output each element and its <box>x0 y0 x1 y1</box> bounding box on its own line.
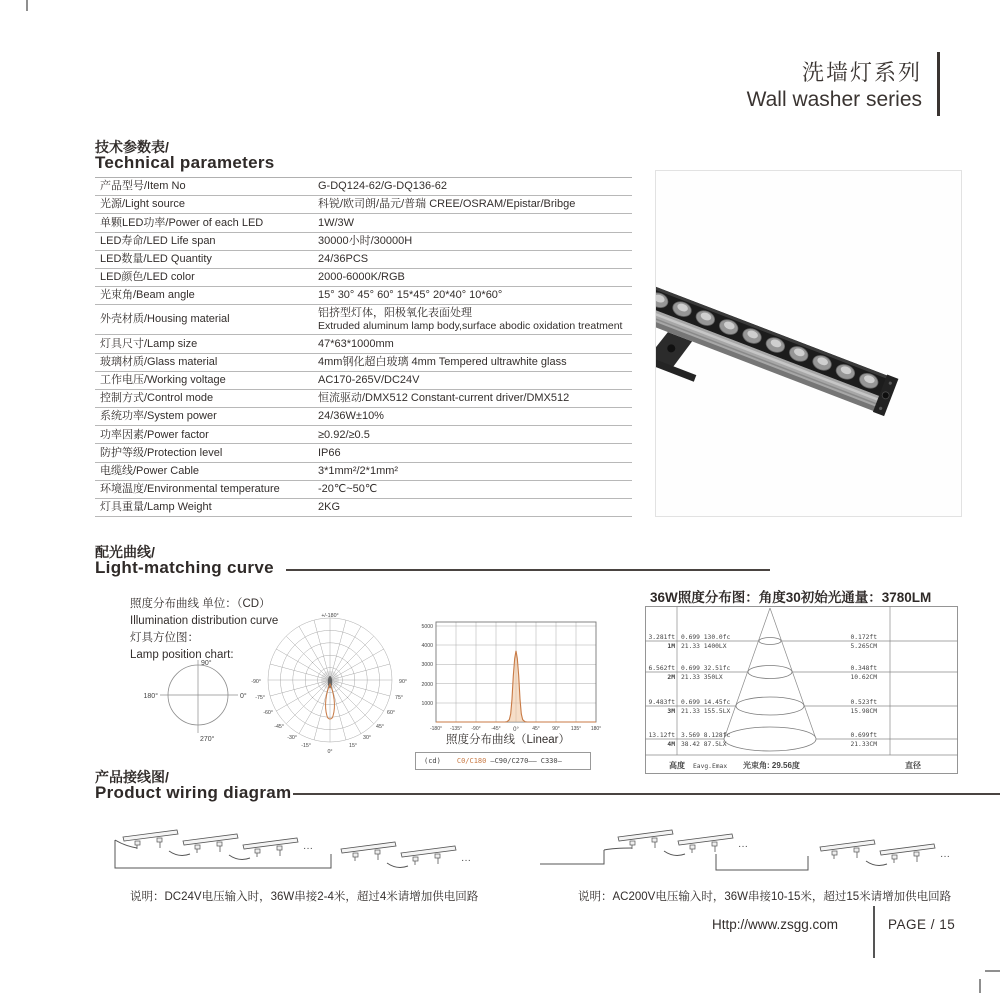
cone-height-m: 2M <box>667 674 675 681</box>
cone-dia-ft: 0.348ft <box>850 665 877 672</box>
cone-fc: 3.569 8.128fc <box>681 732 731 739</box>
cone-dia-ft: 0.172ft <box>850 634 877 641</box>
polar-center-mark <box>328 676 332 688</box>
table-row <box>95 481 632 499</box>
ellipsis: ··· <box>461 855 471 866</box>
param-label: 环境温度/Environmental temperature <box>100 483 280 496</box>
wiring-heading-zh: 产品接线图/ <box>95 769 169 785</box>
cone-level-4 <box>724 727 816 751</box>
table-row <box>95 426 632 444</box>
legend-cd: (cd) <box>424 757 441 765</box>
tech-heading-zh: 技术参数表/ <box>95 139 169 155</box>
wiring-note-ac200v: 说明：AC200V电压输入时，36W串接10-15米，超过15米请增加供电回路 <box>578 891 952 903</box>
param-value <box>318 235 632 248</box>
y-tick: 3000 <box>421 662 433 668</box>
cone-height-ft: 13.12ft <box>648 732 675 739</box>
wiring-heading-rule <box>293 793 1000 795</box>
cone-dia-cm: 10.62CM <box>850 674 877 681</box>
polar-label: 45° <box>376 724 385 730</box>
ellipsis: ··· <box>303 843 313 854</box>
param-label: 工作电压/Working voltage <box>100 373 226 386</box>
wiring-diagram-dc24v <box>95 824 540 882</box>
param-value-line: 3*1mm²/2*1mm² <box>318 464 399 477</box>
linear-distribution-chart <box>410 616 606 738</box>
cone-fc: 0.699 32.51fc <box>681 665 731 672</box>
tech-heading-en: Technical parameters <box>95 153 275 172</box>
param-value-line: 2000-6000K/RGB <box>318 271 405 284</box>
x-tick: -180° <box>429 726 443 732</box>
legend-c0: C0/C180 <box>456 757 487 765</box>
polar-label: 15° <box>349 743 358 749</box>
param-label: 控制方式/Control mode <box>100 392 214 405</box>
note-curve-en: Illumination distribution curve <box>130 615 279 627</box>
param-label: LED数量/LED Quantity <box>100 253 212 266</box>
param-value-line: 恒流驱动/DMX512 Constant-current driver/DMX512 <box>318 392 570 405</box>
polar-label: -45° <box>274 724 284 730</box>
cone-dia-ft: 0.699ft <box>850 732 877 739</box>
table-row <box>95 335 632 353</box>
param-label: 功率因素/Power factor <box>100 428 209 441</box>
polar-label: -30° <box>287 735 297 741</box>
table-row <box>95 178 632 196</box>
polar-label: -15° <box>301 743 311 749</box>
cone-col-eavg: Eavg.Emax <box>693 763 728 770</box>
param-label: 灯具重量/Lamp Weight <box>100 501 212 514</box>
param-value <box>318 307 632 332</box>
cone-height-ft: 9.483ft <box>648 699 675 706</box>
table-row <box>95 354 632 372</box>
legend-c90: —C90/C270—— <box>490 757 537 765</box>
polar-label: 0° <box>327 749 333 755</box>
param-label: 玻璃材质/Glass material <box>100 355 218 368</box>
cone-height-m: 3M <box>667 708 675 715</box>
cone-dia-cm: 21.33CM <box>850 741 877 748</box>
footer-website: Http://www.zsgg.com <box>711 917 839 932</box>
pos-label-180: 180° <box>143 693 158 700</box>
polar-label: -90° <box>251 679 261 685</box>
cone-col-height: 高度 <box>669 761 685 770</box>
param-value-line: 铝挤型灯体，阳极氧化表面处理 <box>318 307 472 320</box>
param-value <box>318 198 632 211</box>
param-value <box>318 465 632 478</box>
cone-dia-cm: 5.265CM <box>850 643 877 650</box>
cone-level-1 <box>759 638 781 645</box>
product-photo <box>655 170 962 517</box>
cone-height-ft: 6.562ft <box>648 665 675 672</box>
polar-label: -60° <box>263 710 273 716</box>
table-row <box>95 287 632 305</box>
y-tick: 1000 <box>421 701 433 707</box>
param-value <box>318 483 632 496</box>
param-value-line: 2KG <box>318 501 341 514</box>
x-tick: 0° <box>513 727 519 733</box>
param-label: 防护等级/Protection level <box>100 446 223 459</box>
x-tick: 135° <box>570 726 582 732</box>
param-value-line: AC170-265V/DC24V <box>318 373 420 386</box>
cone-dia-cm: 15.98CM <box>850 708 877 715</box>
crop-mark-top-left <box>26 0 28 11</box>
param-value-line: Extruded aluminum lamp body,surface abodic oxidation treatment <box>318 320 623 333</box>
pos-label-0: 0° <box>240 693 247 700</box>
cone-fc: 0.699 130.0fc <box>681 634 731 641</box>
param-label: 灯具尺寸/Lamp size <box>100 337 198 350</box>
param-label: 产品型号/Item No <box>100 180 186 193</box>
table-row <box>95 444 632 462</box>
table-row <box>95 372 632 390</box>
cone-level-2 <box>748 666 792 679</box>
param-value-line: 30000小时/30000H <box>318 234 413 247</box>
wiring-note-dc24v: 说明：DC24V电压输入时，36W串接2-4米，超过4米请增加供电回路 <box>130 891 479 903</box>
param-label: 系统功率/System power <box>100 410 217 423</box>
param-value-line: 47*63*1000mm <box>318 337 394 350</box>
param-value <box>318 429 632 442</box>
param-value-line: 1W/3W <box>318 216 355 229</box>
param-label: 单颗LED功率/Power of each LED <box>100 216 264 229</box>
note-position-zh: 灯具方位图： <box>130 632 199 644</box>
param-value-line: 科锐/欧司朗/晶元/普瑞 CREE/OSRAM/Epistar/Bribge <box>318 198 576 211</box>
cone-diagram-title: 36W照度分布图：角度30初始光通量：3780LM <box>650 590 932 605</box>
cone-diagram <box>645 606 958 774</box>
polar-label: 60° <box>387 710 396 716</box>
cone-height-m: 1M <box>667 643 675 650</box>
y-tick: 5000 <box>421 624 433 630</box>
param-value-line: 24/36W±10% <box>318 410 384 423</box>
table-row <box>95 269 632 287</box>
polar-label: 75° <box>395 695 404 701</box>
x-tick: 180° <box>590 726 602 732</box>
param-label: 外壳材质/Housing material <box>100 313 230 326</box>
param-value-line: 15° 30° 45° 60° 15*45° 20*40° 10*60° <box>318 289 503 302</box>
cone-lx: 21.33 155.5LX <box>681 708 731 715</box>
note-position-en: Lamp position chart: <box>130 649 234 661</box>
param-label: 光束角/Beam angle <box>100 289 195 302</box>
param-value-line: IP66 <box>318 446 341 459</box>
tech-params-table <box>95 177 632 517</box>
polar-label: 30° <box>363 735 372 741</box>
light-heading-zh: 配光曲线/ <box>95 544 155 560</box>
table-row <box>95 233 632 251</box>
table-row <box>95 408 632 426</box>
table-row <box>95 251 632 269</box>
cone-col-diameter: 直径 <box>905 761 921 770</box>
param-value <box>318 410 632 423</box>
param-value-line: 24/36PCS <box>318 253 369 266</box>
lamp-position-chart <box>138 650 253 750</box>
ellipsis: ··· <box>940 851 950 862</box>
param-value-line: 4mm钢化超白玻璃 4mm Tempered ultrawhite glass <box>318 355 567 368</box>
param-value <box>318 217 632 230</box>
pos-label-90: 90° <box>201 660 212 667</box>
table-row <box>95 305 632 335</box>
polar-label: -75° <box>255 695 265 701</box>
param-value <box>318 392 632 405</box>
x-tick: 45° <box>532 726 540 732</box>
x-tick: -135° <box>449 726 463 732</box>
table-row <box>95 499 632 517</box>
linear-chart-legend <box>415 752 591 770</box>
legend-c330: C330— <box>540 757 562 765</box>
x-tick: -90° <box>471 726 481 732</box>
param-value <box>318 338 632 351</box>
light-heading-rule <box>286 569 770 571</box>
crop-mark-bottom-right-h <box>985 970 1000 972</box>
param-value <box>318 374 632 387</box>
table-row <box>95 390 632 408</box>
param-value <box>318 356 632 369</box>
beam-curve-fill <box>436 651 596 722</box>
y-tick: 2000 <box>421 682 433 688</box>
series-title-en: Wall washer series <box>746 88 922 111</box>
linear-chart-caption: 照度分布曲线（Linear） <box>446 734 570 746</box>
ellipsis: ··· <box>738 841 748 852</box>
pos-label-270: 270° <box>200 736 215 743</box>
table-row <box>95 214 632 232</box>
param-value <box>318 289 632 302</box>
polar-label: +/-180° <box>321 613 339 619</box>
x-tick: 90° <box>552 726 560 732</box>
polar-label: 90° <box>399 679 408 685</box>
param-label: LED颜色/LED color <box>100 271 195 284</box>
footer-divider <box>873 906 875 958</box>
cone-height-ft: 3.281ft <box>648 634 675 641</box>
footer-page-number: PAGE / 15 <box>888 917 956 932</box>
light-heading-en: Light-matching curve <box>95 558 274 577</box>
wiring-diagram-ac200v <box>540 824 1000 882</box>
table-row <box>95 196 632 214</box>
cone-fc: 0.699 14.45fc <box>681 699 731 706</box>
param-value-line: -20℃~50℃ <box>318 483 378 496</box>
param-label: 电缆线/Power Cable <box>100 464 200 477</box>
polar-distribution-chart <box>250 610 410 760</box>
wiring-heading-en: Product wiring diagram <box>95 783 292 802</box>
cone-beam-angle: 光束角: 29.56度 <box>743 761 800 770</box>
cone-level-3 <box>736 697 804 715</box>
cone-lx: 38.42 87.5LX <box>681 741 727 748</box>
crop-mark-bottom-right-v <box>979 979 981 993</box>
cone-lx: 21.33 1400LX <box>681 643 727 650</box>
cone-dia-ft: 0.523ft <box>850 699 877 706</box>
param-value <box>318 271 632 284</box>
param-value <box>318 447 632 460</box>
header-accent-bar <box>937 52 940 116</box>
cone-height-m: 4M <box>667 741 675 748</box>
param-value <box>318 180 632 193</box>
product-photo-graphic <box>656 171 961 516</box>
param-value-line: ≥0.92/≥0.5 <box>318 428 370 441</box>
param-label: 光源/Light source <box>100 198 185 211</box>
param-value <box>318 501 632 514</box>
param-value-line: G-DQ124-62/G-DQ136-62 <box>318 180 447 193</box>
table-row <box>95 463 632 481</box>
x-tick: -45° <box>491 726 501 732</box>
series-title-zh: 洗墙灯系列 <box>801 60 922 85</box>
y-tick: 4000 <box>421 643 433 649</box>
note-unit: 照度分布曲线 单位：（CD） <box>130 598 271 610</box>
param-label: LED寿命/LED Life span <box>100 234 216 247</box>
cone-lx: 21.33 350LX <box>681 674 723 681</box>
param-value <box>318 253 632 266</box>
